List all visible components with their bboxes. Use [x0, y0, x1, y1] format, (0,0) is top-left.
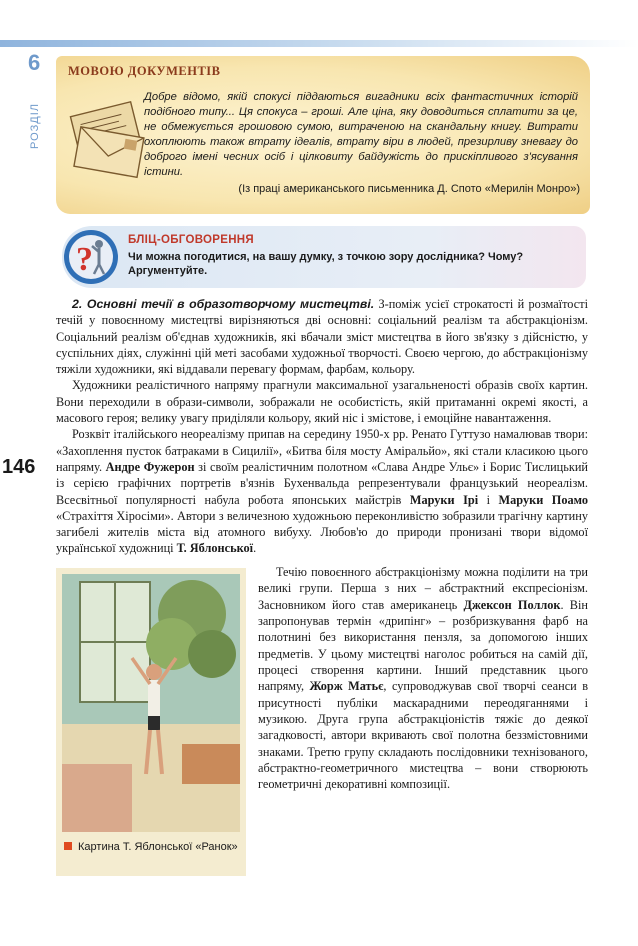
artist-name: Маруки Поамо	[498, 492, 589, 507]
paragraph-text: «Страхіття Хіросіми». Автори з величезною художньою переконливістю зобразили трагічну картину загибелі жителів міста від атомного вибуху. Любов'ю до природи пронизані твори відомої української художниці	[56, 508, 588, 556]
artist-name: Жорж Матьє	[309, 679, 384, 694]
caption-text: Картина Т. Яблонської «Ранок»	[78, 841, 238, 853]
documents-source: (Із праці американського письменника Д. Спото «Мерилін Монро»)	[238, 183, 580, 195]
caption-bullet	[64, 842, 72, 850]
paragraph-text: Течію повоєнного абстракціонізму можна поділити на три великі групи. Перша з них – абстрактний експресіонізм. Засновником його став американець	[258, 565, 588, 612]
paragraph	[56, 377, 588, 426]
header-rule	[0, 40, 638, 47]
paragraph-text: Художники реалістичного напряму прагнули максимальної узагальненості образів своїх картин. Вони переходили в образи-символи, зображали не особистість, якій притаманні окремі якості, а масового героя; велику увагу приділяли кольору, який ніс і змістове, і емоційне навантаження.	[56, 378, 588, 426]
paragraph-text: З-поміж усієї строкатості й розмаїтості течій у повоєнному мистецтві вирізняються дві основні: соціальний реалізм та абстракціонізм. Соціальний реалізм об'єднав художників, які вбачали зміст мистецтва в його зв'язку з дійсністю, у суспільних діях, служінні цій меті засобами художньої творчості. Своєю чергою, до абстракціонізму тяжіли художники, які віддавали перевагу формам, фарбам, кольору.	[56, 297, 588, 377]
painting-figure	[56, 568, 246, 876]
documents-title: МОВОЮ ДОКУМЕНТІВ	[68, 64, 221, 78]
artist-name: Т. Яблонської	[176, 541, 254, 556]
paragraph-text: супроводжував свої творчі сеанси в присутності публіки маскарадними переодяганнями і музикою. Друга група абстракціоністів тяжіє до деякої загадковості, автори вкривають свої полотна беззмістовними знаками. Третю групу складають послідовники технізованого, абстрактно-геометричного мистецтва – вони створюють геометричні декоративні композиції.	[258, 679, 588, 792]
documents-box	[56, 56, 590, 214]
page-number: 146	[2, 456, 36, 478]
paragraph-text: Він запропонував термін «дрипінг» – розбризкування фарб на полотнині без використання пензля, за допомогою інших предметів. У цьому мистецтві наголос робиться на самій дії, процесі створення картини. Інший представник цього напряму,	[258, 597, 588, 694]
artist-name: Маруки Ірі	[409, 492, 479, 507]
paragraph: Розквіт італійського неореалізму припав на середину 1950-х рр. Ренато Гуттузо намалював твори: «Захоплення пусток батраками в Сицилії», «Битва біля мосту Аміральйо», які стали класикою цього напряму. Андре Фужерон зі своїм реалістичним полотном «Слава Андре Ульє» і Борис Тислицький із серією графічних портретів в'язнів Бухенвальда репрезентували французький неореалізм. Всесвітньої популярності набула робота японських майстрів Маруки Ірі і Маруки Поамо «Страхіття Хіросіми». Автори з величезною художньою переконливістю зобразили трагічну картину загибелі жителів міста від атомного вибуху. Любов'ю до природи пронизані твори відомої української художниці Т. Яблонської.	[56, 427, 589, 556]
svg-text:?: ?	[76, 241, 93, 278]
chapter-label	[26, 50, 48, 160]
section-body-right	[258, 564, 588, 793]
section-heading: 2. Основні течії в образотворчому мистецтві.	[72, 297, 375, 311]
paragraph-text: Розквіт італійського неореалізму припав на середину 1950-х рр. Ренато Гуттузо намалював твори: «Захоплення пусток батраками в Сицилії», «Битва біля мосту Аміральйо», які стали класикою цього напряму.	[56, 427, 588, 474]
section-body	[56, 296, 588, 557]
painting-morning-image	[62, 574, 240, 832]
chapter-word: РОЗДІЛ	[29, 102, 41, 150]
blitz-title: БЛІЦ-ОБГОВОРЕННЯ	[128, 234, 254, 246]
paragraph-text: і	[486, 492, 491, 507]
letters-icon	[66, 86, 152, 184]
paragraph: Течію повоєнного абстракціонізму можна поділити на три великі групи. Перша з них – абстрактний експресіонізм. Засновником його став американець Джексон Поллок. Він запропонував термін «дрипінг» – розбризкування фарб на полотнині без використання пензля, за допомогою інших предметів. У цьому мистецтві наголос робиться на самій дії, процесі створення картини. Інший представник цього напряму, Жорж Матьє, супроводжував свої творчі сеанси в присутності публіки маскарадними переодяганнями і музикою. Друга група абстракціоністів тяжіє до деякої загадковості, автори вкривають свої полотна беззмістовними знаками. Третю групу складають послідовники технізованого, абстрактно-геометричного мистецтва – вони створюють геометричні декоративні композиції.	[258, 565, 588, 792]
question-figure-icon	[62, 228, 120, 286]
paragraph-text: зі своїм реалістичним полотном «Слава Андре Ульє» і Борис Тислицький із серією графічних портретів в'язнів Бухенвальда репрезентували французький неореалізм. Всесвітньої популярності набула робота японських майстрів	[56, 459, 589, 507]
blitz-discussion-box	[62, 226, 586, 288]
chapter-number: 6	[28, 50, 41, 75]
blitz-question: Чи можна погодитися, на вашу думку, з точкою зору дослідника? Чому? Аргументуйте.	[128, 251, 524, 277]
artist-name: Джексон Поллок	[463, 597, 561, 612]
painting-caption	[64, 840, 240, 854]
documents-quote: Добре відомо, якій спокусі піддаються вигадники всіх фантастичних історій подібного типу... Ця спокуса – гроші. Але ціна, яку доводиться сплатити за це, не обмежується грошовою сумою, витраченою на скандальну книгу. Витрати охоплюють також втрату ідеалів, втрату віри в людей, презирливу зневагу до доброго імені чесних осіб і цілковиту байдужість до прискіпливого з'ясування істини.	[144, 91, 578, 178]
paragraph	[56, 296, 588, 377]
artist-name: Андре Фужерон	[105, 459, 195, 474]
